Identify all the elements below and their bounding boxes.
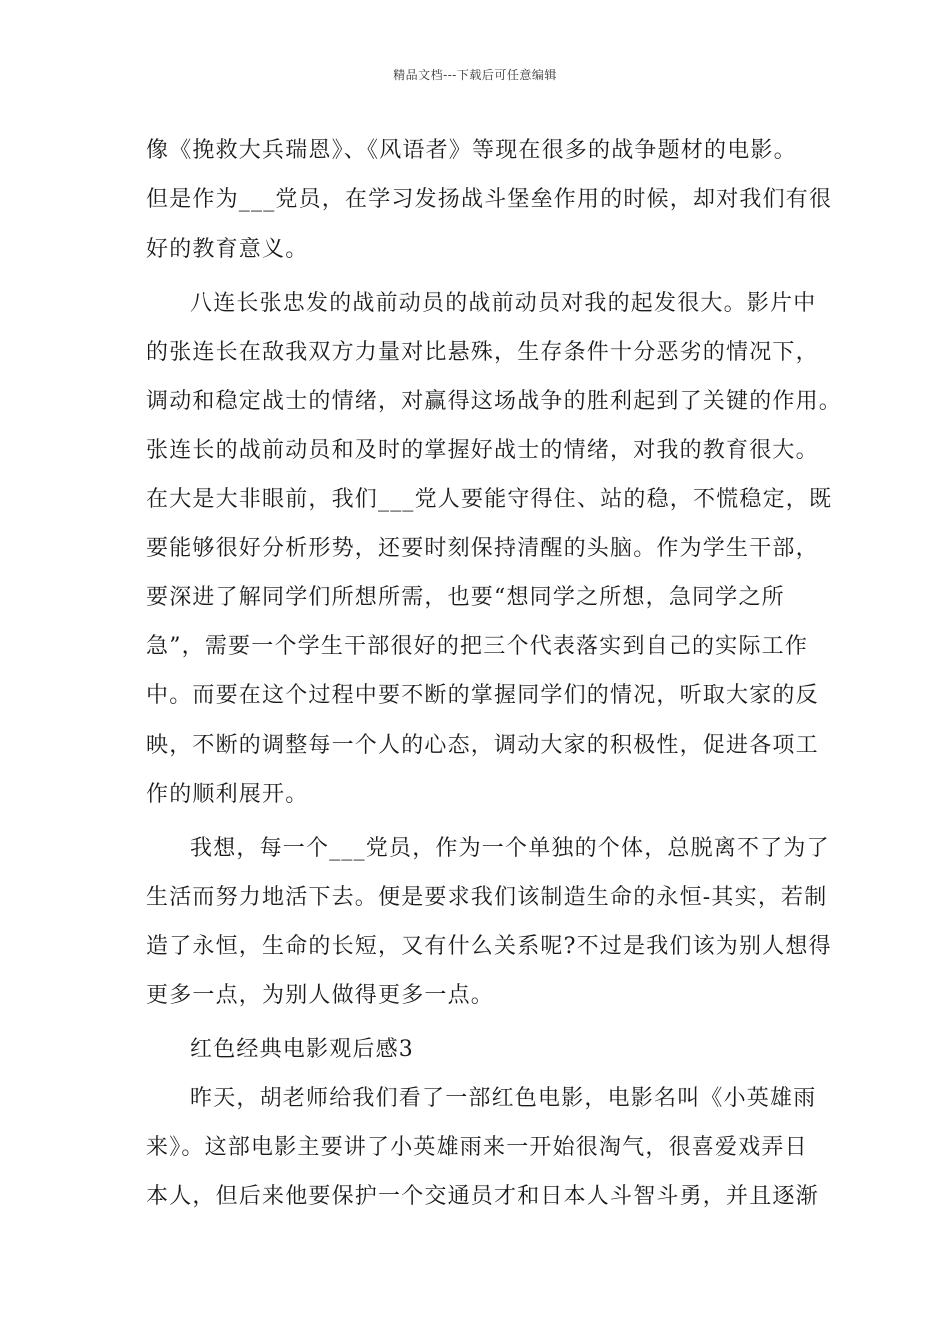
- text-line: 像《挽救大兵瑞恩》、《风语者》等现在很多的战争题材的电影。: [146, 138, 797, 163]
- page-header: 精品文档---下载后可任意编辑: [393, 68, 557, 82]
- section-heading: 红色经典电影观后感3: [190, 1037, 414, 1062]
- text-line: 急”，需要一个学生干部很好的把三个代表落实到自己的实际工作: [146, 634, 809, 659]
- text-line: 造了永恒，生命的长短，又有什么关系呢?不过是我们该为别人想得: [146, 934, 832, 959]
- text-line: 的张连长在敌我双方力量对比悬殊，生存条件十分恶劣的情况下，: [146, 340, 819, 365]
- text-line: 作的顺利展开。: [146, 782, 309, 807]
- text-line: 八连长张忠发的战前动员的战前动员对我的起发很大。影片中: [190, 291, 817, 316]
- text-line: 来》。这部电影主要讲了小英雄雨来一开始很淘气，很喜爱戏弄日: [146, 1135, 808, 1160]
- text-line: 映，不断的调整每一个人的心态，调动大家的积极性，促进各项工: [146, 733, 819, 758]
- text-line: 要深进了解同学们所想所需，也要“想同学之所想，急同学之所: [146, 585, 785, 610]
- text-line: 本人，但后来他要保护一个交通员才和日本人斗智斗勇，并且逐渐: [146, 1184, 819, 1209]
- text-line: 但是作为___党员，在学习发扬战斗堡垒作用的时候，却对我们有很: [146, 187, 833, 212]
- text-line: 张连长的战前动员和及时的掌握好战士的情绪，对我的教育很大。: [146, 438, 819, 463]
- text-line: 要能够很好分析形势，还要时刻保持清醒的头脑。作为学生干部，: [146, 536, 819, 561]
- text-line: 中。而要在这个过程中要不断的掌握同学们的情况，听取大家的反: [146, 683, 819, 708]
- text-line: 生活而努力地活下去。便是要求我们该制造生命的永恒-其实，若制: [146, 885, 828, 910]
- text-line: 调动和稳定战士的情绪，对赢得这场战争的胜利起到了关键的作用。: [146, 389, 843, 414]
- text-line: 更多一点，为别人做得更多一点。: [146, 983, 495, 1008]
- text-line: 我想，每一个___党员，作为一个单独的个体，总脱离不了为了: [190, 836, 830, 861]
- text-line: 好的教育意义。: [146, 237, 309, 262]
- text-line: 在大是大非眼前，我们___党人要能守得住、站的稳，不慌稳定，既: [146, 487, 833, 512]
- text-line: 昨天，胡老师给我们看了一部红色电影，电影名叫《小英雄雨: [190, 1086, 817, 1111]
